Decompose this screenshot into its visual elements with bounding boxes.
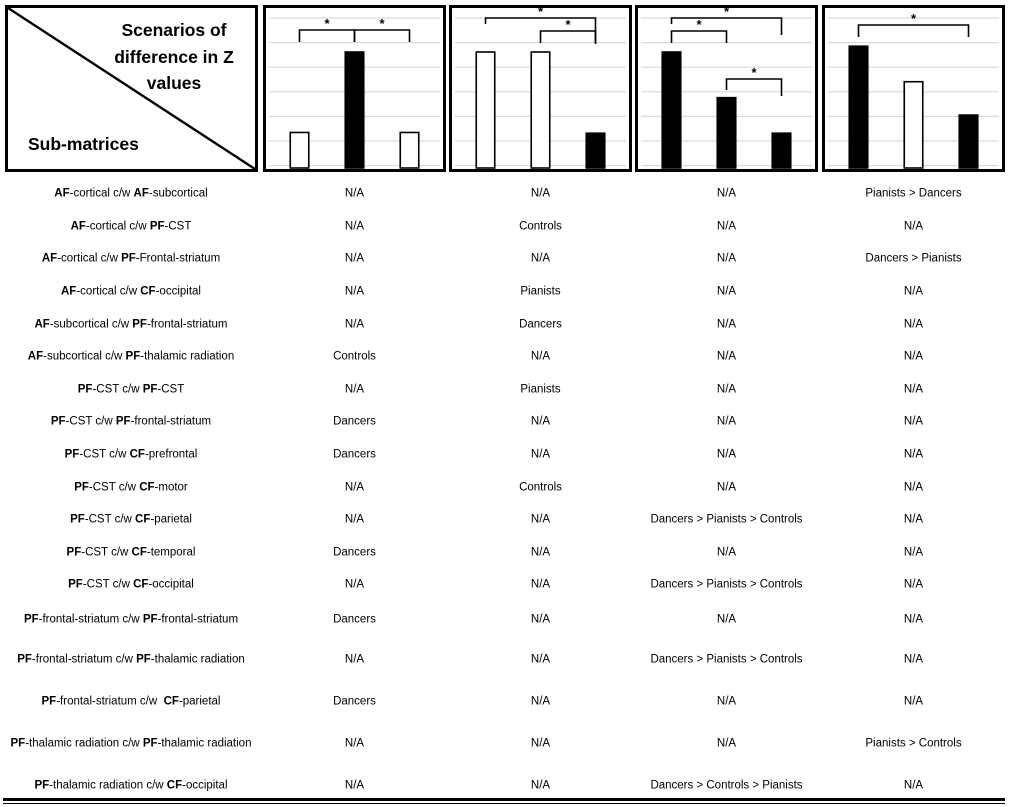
row-label: PF-CST c/w CF-temporal — [66, 546, 196, 559]
scenario-4-value: N/A — [903, 448, 924, 461]
scenario-3-value: Dancers > Pianists > Controls — [650, 513, 803, 526]
scenario-3-value: N/A — [716, 481, 737, 494]
scenario-3-bar-chart — [638, 8, 815, 169]
scenario-2-value: N/A — [530, 252, 551, 265]
scenario-3-value: N/A — [716, 220, 737, 233]
scenario-2-value: Pianists — [520, 285, 561, 298]
scenario-4-value: N/A — [903, 578, 924, 591]
table-row — [0, 471, 1013, 504]
scenario-1-value: N/A — [344, 285, 365, 298]
scenario-3-value: Dancers > Pianists > Controls — [650, 653, 803, 666]
svg-text:*: * — [565, 17, 571, 32]
scenario-1-value: Dancers — [333, 613, 376, 626]
scenario-2-value: N/A — [530, 513, 551, 526]
scenario-3-value: N/A — [716, 383, 737, 396]
scenario-2-value: N/A — [530, 613, 551, 626]
scenario-4-value: N/A — [903, 779, 924, 792]
scenario-4-value: Dancers > Pianists — [865, 252, 962, 265]
corner-title-scenarios: Scenarios of difference in Z values — [114, 20, 234, 94]
scenario-2-value: N/A — [530, 653, 551, 666]
scenario-1-value: Dancers — [333, 695, 376, 708]
row-label: PF-CST c/w CF-occipital — [68, 578, 194, 591]
row-label: PF-frontal-striatum c/w CF-parietal — [41, 695, 221, 708]
scenario-chart-1 — [263, 5, 446, 172]
scenario-1-value: N/A — [344, 578, 365, 591]
scenario-2-value: N/A — [530, 546, 551, 559]
scenario-4-value: N/A — [903, 350, 924, 363]
scenario-4-bar-chart — [825, 8, 1002, 169]
scenario-4-value: N/A — [903, 383, 924, 396]
scenario-chart-3 — [635, 5, 818, 172]
scenario-1-value: N/A — [344, 653, 365, 666]
scenario-4-value: N/A — [903, 415, 924, 428]
scenario-3-value: N/A — [716, 252, 737, 265]
svg-text:*: * — [379, 16, 385, 31]
corner-header-cell — [5, 5, 258, 172]
svg-text:*: * — [537, 8, 544, 19]
scenario-1-value: N/A — [344, 481, 365, 494]
scenario-2-value: N/A — [530, 779, 551, 792]
table-row — [0, 308, 1013, 341]
matrix-rows — [0, 178, 1013, 807]
table-row — [0, 569, 1013, 602]
svg-text:*: * — [324, 16, 330, 31]
scenario-4-value: Pianists > Dancers — [865, 187, 962, 200]
scenario-1-value: N/A — [344, 252, 365, 265]
scenario-2-value: Controls — [519, 481, 562, 494]
svg-text:*: * — [910, 11, 917, 26]
scenario-1-value: Dancers — [333, 448, 376, 461]
svg-text:*: * — [696, 17, 702, 32]
scenario-3-value: Dancers > Pianists > Controls — [650, 578, 803, 591]
scenario-1-value: N/A — [344, 513, 365, 526]
table-row — [0, 681, 1013, 723]
scenario-1-bar-chart — [266, 8, 443, 169]
table-row — [0, 602, 1013, 639]
scenario-2-value: Dancers — [519, 318, 562, 331]
table-row — [0, 406, 1013, 439]
scenario-4-value: N/A — [903, 546, 924, 559]
scenario-4-value: N/A — [903, 653, 924, 666]
table-row — [0, 639, 1013, 681]
row-label: PF-CST c/w CF-motor — [74, 481, 188, 494]
scenario-3-value: N/A — [716, 187, 737, 200]
scenario-1-value: N/A — [344, 220, 365, 233]
scenario-3-value: N/A — [716, 448, 737, 461]
scenario-2-value: Controls — [519, 220, 562, 233]
row-label: PF-thalamic radiation c/w PF-thalamic radiation — [10, 737, 252, 750]
row-label: AF-cortical c/w CF-occipital — [61, 285, 201, 298]
table-row — [0, 374, 1013, 407]
svg-text:*: * — [723, 8, 730, 19]
scenario-2-value: Pianists — [520, 383, 561, 396]
table-row — [0, 276, 1013, 309]
scenario-3-value: N/A — [716, 415, 737, 428]
row-label: PF-CST c/w CF-parietal — [70, 513, 192, 526]
scenario-4-value: N/A — [903, 220, 924, 233]
scenario-3-value: N/A — [716, 695, 737, 708]
scenario-4-value: N/A — [903, 318, 924, 331]
row-label: PF-frontal-striatum c/w PF-thalamic radiation — [17, 653, 245, 666]
scenario-1-value: N/A — [344, 383, 365, 396]
table-row — [0, 211, 1013, 244]
scenario-3-value: N/A — [716, 318, 737, 331]
scenario-4-value: N/A — [903, 513, 924, 526]
scenario-2-bar-chart — [452, 8, 629, 169]
table-row — [0, 537, 1013, 570]
scenario-chart-4 — [822, 5, 1005, 172]
scenario-2-value: N/A — [530, 737, 551, 750]
scenario-4-value: N/A — [903, 695, 924, 708]
bottom-border — [3, 798, 1005, 804]
scenario-1-value: Controls — [333, 350, 376, 363]
row-label: AF-subcortical c/w PF-thalamic radiation — [27, 350, 235, 363]
table-row — [0, 178, 1013, 211]
scenario-2-value: N/A — [530, 350, 551, 363]
scenario-1-value: N/A — [344, 187, 365, 200]
scenario-3-value: N/A — [716, 737, 737, 750]
scenario-1-value: Dancers — [333, 546, 376, 559]
scenario-3-value: Dancers > Controls > Pianists — [650, 779, 803, 792]
table-row — [0, 341, 1013, 374]
scenario-3-value: N/A — [716, 546, 737, 559]
scenario-2-value: N/A — [530, 695, 551, 708]
scenario-4-value: Pianists > Controls — [865, 737, 962, 750]
scenario-2-value: N/A — [530, 448, 551, 461]
row-label: PF-CST c/w CF-prefrontal — [64, 448, 198, 461]
scenario-1-value: N/A — [344, 737, 365, 750]
row-label: PF-thalamic radiation c/w CF-occipital — [34, 779, 228, 792]
scenario-2-value: N/A — [530, 187, 551, 200]
table-row — [0, 439, 1013, 472]
scenario-3-value: N/A — [716, 613, 737, 626]
row-label: AF-cortical c/w PF-CST — [70, 220, 192, 233]
scenario-1-value: N/A — [344, 779, 365, 792]
row-label: AF-subcortical c/w PF-frontal-striatum — [34, 318, 228, 331]
scenario-2-value: N/A — [530, 578, 551, 591]
row-label: AF-cortical c/w AF-subcortical — [54, 187, 208, 200]
scenario-3-value: N/A — [716, 285, 737, 298]
scenario-4-value: N/A — [903, 285, 924, 298]
table-row — [0, 723, 1013, 765]
scenario-2-value: N/A — [530, 415, 551, 428]
row-label: PF-CST c/w PF-CST — [77, 383, 185, 396]
scenario-4-value: N/A — [903, 481, 924, 494]
row-label: PF-frontal-striatum c/w PF-frontal-striatum — [23, 613, 239, 626]
scenario-1-value: N/A — [344, 318, 365, 331]
row-label: AF-cortical c/w PF-Frontal-striatum — [41, 252, 221, 265]
table-row — [0, 504, 1013, 537]
svg-text:*: * — [751, 65, 757, 80]
scenario-chart-2 — [449, 5, 632, 172]
scenario-4-value: N/A — [903, 613, 924, 626]
corner-title-submatrices: Sub-matrices — [28, 134, 139, 154]
scenario-1-value: Dancers — [333, 415, 376, 428]
table-row — [0, 243, 1013, 276]
row-label: PF-CST c/w PF-frontal-striatum — [50, 415, 212, 428]
scenario-3-value: N/A — [716, 350, 737, 363]
